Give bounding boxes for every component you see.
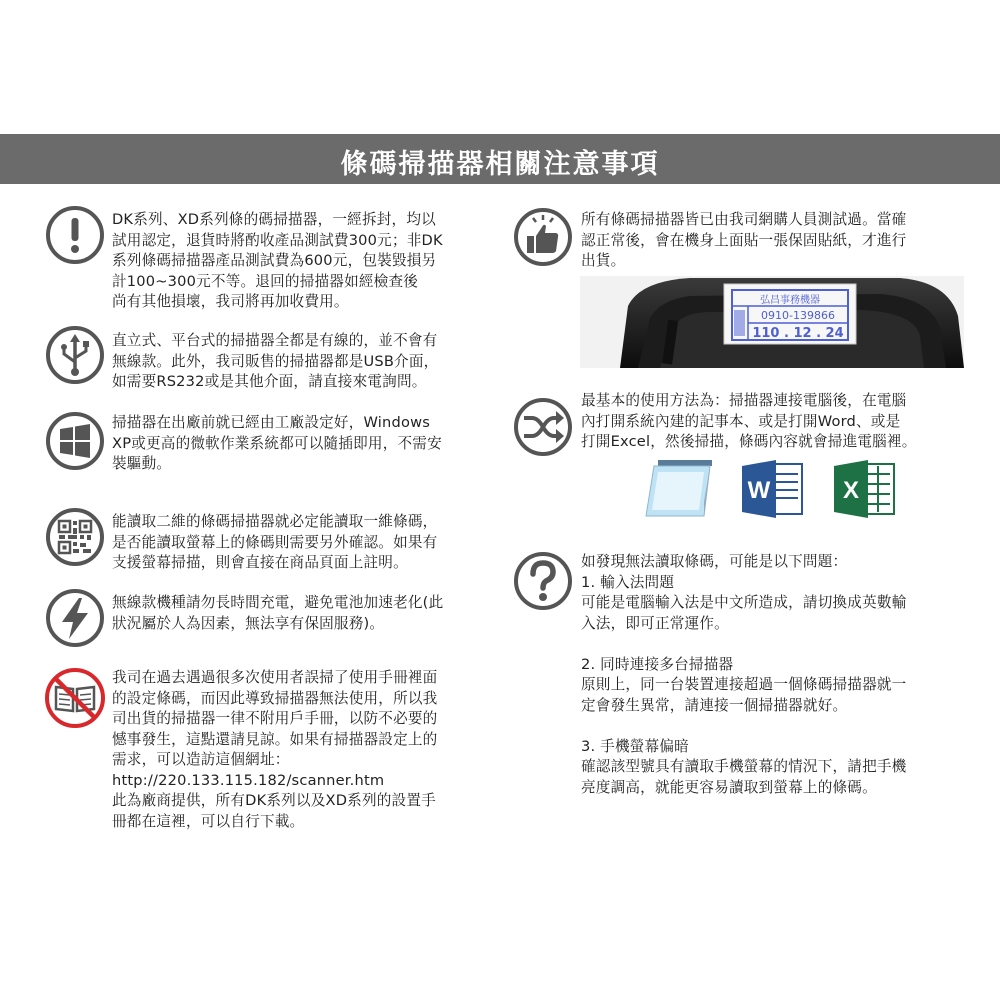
notepad-icon	[644, 458, 716, 520]
text-line: 所有條碼掃描器皆已由我司網購人員測試過。當確	[581, 211, 907, 228]
text-line: 內打開系統內建的記事本、或是打開Word、或是	[581, 412, 901, 430]
text-line: 計100~300元不等。退回的掃描器如經檢查後	[112, 272, 419, 290]
left-s6-text	[112, 668, 437, 832]
usb-icon	[44, 324, 106, 386]
scanner-manual-link[interactable]: http://220.133.115.182/scanner.htm	[112, 771, 385, 789]
stamp-company: 弘昌事務機器	[760, 295, 820, 306]
lightning-icon	[44, 587, 106, 649]
left-s1-text	[112, 210, 443, 313]
qr-code-icon	[44, 506, 106, 568]
text-line: 是否能讀取螢幕上的條碼則需要另外確認。如果有	[112, 533, 438, 551]
shuffle-icon	[512, 396, 574, 458]
right-s1-text	[581, 210, 906, 272]
text-line: 系列條碼掃描器產品測試費為600元，包裝毀損另	[112, 252, 437, 269]
text-line: 認正常後，會在機身上面貼一張保固貼紙，才進行	[581, 231, 907, 249]
page-title: 條碼掃描器相關注意事項	[340, 149, 660, 180]
text-line: 我司在過去遇過很多次使用者誤掃了使用手冊裡面	[112, 669, 438, 686]
warranty-sticker-photo	[580, 276, 964, 368]
right-s2-text	[581, 391, 917, 453]
text-line: 狀況屬於人為因素，無法享有保固服務)。	[112, 614, 385, 632]
text-line: 入法，即可正常運作。	[581, 614, 729, 632]
question-icon	[512, 550, 574, 612]
text-line: 支援螢幕掃描，則會直接在商品頁面上註明。	[112, 554, 408, 571]
stamp-date: 110 . 12 . 24	[752, 326, 844, 341]
text-line: 司出貨的掃描器一律不附用戶手冊，以防不必要的	[112, 710, 438, 727]
left-s5-text	[112, 593, 443, 634]
text-line: 的設定條碼，而因此導致掃描器無法使用，所以我	[112, 689, 438, 707]
text-line: 需求，可以造訪這個網址：	[112, 751, 290, 768]
issue-heading: 2. 同時連接多台掃描器	[581, 655, 734, 673]
left-s3-text	[112, 413, 442, 475]
text-line: DK系列、XD系列條的碼掃描器，一經拆封，均以	[112, 211, 436, 228]
text-line: 冊都在這裡，可以自行下載。	[112, 812, 305, 830]
left-s2-text	[112, 331, 438, 393]
text-line: 直立式、平台式的掃描器全都是有線的，並不會有	[112, 332, 438, 349]
text-line: 原則上，同一台裝置連接超過一個條碼掃描器就一	[581, 676, 907, 693]
text-line: 裝驅動。	[112, 455, 172, 472]
left-s4-text	[112, 512, 437, 574]
text-line: 此為廠商提供，所有DK系列以及XD系列的設置手	[112, 792, 436, 809]
no-manual-icon	[44, 667, 106, 729]
text-line: 尚有其他損壞，我司將再加收費用。	[112, 293, 349, 310]
text-line: 可能是電腦輸入法是中文所造成，請切換成英數輸	[581, 594, 907, 611]
stamp-phone: 0910-139866	[761, 309, 835, 322]
word-icon	[740, 458, 804, 520]
text-line: 如需要RS232或是其他介面，請直接來電詢問。	[112, 373, 427, 390]
excel-icon	[832, 458, 896, 520]
text-line: 定會發生異常，請連接一個掃描器就好。	[581, 696, 848, 714]
text-line: 確認該型號具有讀取手機螢幕的情況下，請把手機	[581, 758, 907, 775]
title-banner	[0, 134, 1000, 184]
text-line: 無線款機種請勿長時間充電，避免電池加速老化(此	[112, 594, 444, 611]
excel-letter: X	[842, 477, 860, 504]
text-line: XP或更高的微軟作業系統都可以隨插即用，不需安	[112, 434, 442, 452]
text-line: 無線款。此外，我司販售的掃描器都是USB介面，	[112, 352, 439, 370]
text-line: 打開Excel，然後掃描，條碼內容就會掃進電腦裡。	[581, 433, 917, 450]
exclamation-icon	[44, 204, 106, 266]
word-letter: W	[747, 477, 771, 504]
right-s3-text	[581, 552, 906, 798]
text-line: 試用認定，退貨時將酌收產品測試費300元；非DK	[112, 231, 443, 249]
text-line: 最基本的使用方法為：掃描器連接電腦後，在電腦	[581, 392, 907, 409]
text-line: 能讀取二維的條碼掃描器就必定能讀取一維條碼，	[112, 513, 438, 530]
text-line: 出貨。	[581, 252, 626, 269]
thumbs-up-icon	[512, 206, 574, 268]
text-line: 亮度調高，就能更容易讀取到螢幕上的條碼。	[581, 778, 877, 796]
issue-heading: 3. 手機螢幕偏暗	[581, 737, 689, 755]
troubleshoot-intro: 如發現無法讀取條碼，可能是以下問題：	[581, 553, 848, 570]
issue-heading: 1. 輸入法問題	[581, 573, 675, 591]
windows-logo-icon	[44, 410, 106, 472]
text-line: 掃描器在出廠前就已經由工廠設定好，Windows	[112, 414, 431, 431]
text-line: 憾事發生，這點還請見諒。如果有掃描器設定上的	[112, 730, 438, 748]
